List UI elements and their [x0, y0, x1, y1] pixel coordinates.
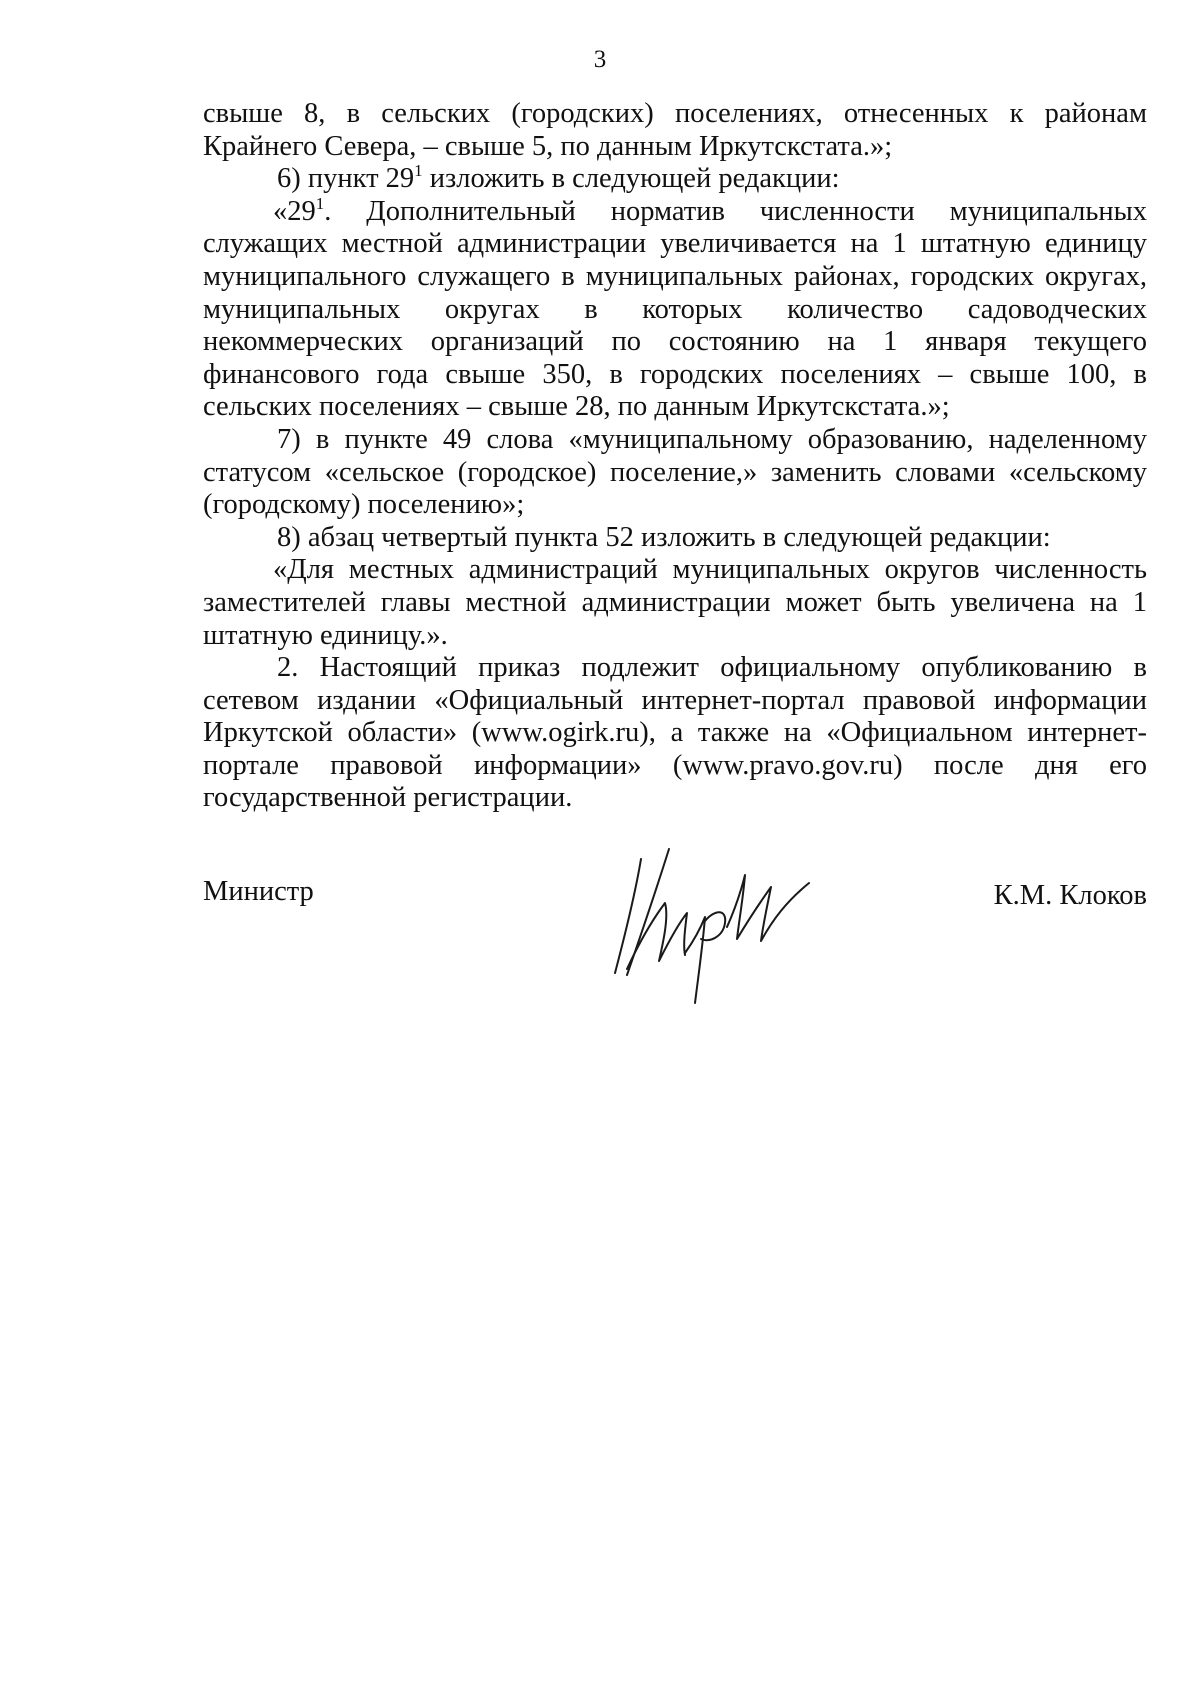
quote-29-1-superscript: 1 [315, 193, 325, 213]
signer-name: К.М. Клоков [993, 880, 1147, 911]
document-body [203, 98, 1147, 815]
quote-29-1-start: «29 [273, 195, 316, 227]
quote-29-1-text: . Дополнительный норматив численности муниципальных служащих местной администрации увеличивается на 1 штатную единицу муниципального служащего в муниципальных районах, городских округах, муниципальных округах в которых количество садоводческих некоммерческих организаций по состоянию на 1 января текущего финансового года свыше 350, в городских поселениях – свыше 100, в сельских поселениях – свыше 28, по данным Иркутскстата.»; [203, 195, 1147, 423]
signer-title: Министр [203, 876, 314, 907]
paragraph-item-7: 7) в пункте 49 слова «муниципальному образованию, наделенному статусом «сельское (городское) поселение,» заменить словами «сельскому (городскому) поселению»; [203, 423, 1147, 521]
signature-block [203, 875, 1147, 1015]
item-6-superscript: 1 [414, 161, 423, 181]
item-6-text-start: 6) пункт 29 [277, 163, 415, 195]
paragraph-quote-52: «Для местных администраций муниципальных округов численность заместителей главы местной администрации может быть увеличена на 1 штатную единицу.». [203, 554, 1147, 651]
paragraph-item-6 [203, 163, 1147, 196]
paragraph-section-2: 2. Настоящий приказ подлежит официальному опубликованию в сетевом издании «Официальный интернет-портал правовой информации Иркутской области» (www.ogirk.ru), а также на «Официальном интернет-портале правовой информации» (www.pravo.gov.ru) после дня его государственной регистрации. [203, 652, 1147, 814]
paragraph-continuation: свыше 8, в сельских (городских) поселениях, отнесенных к районам Крайнего Севера, – свыше 5, по данным Иркутскстата.»; [203, 98, 1147, 162]
handwritten-signature [573, 847, 813, 1007]
paragraph-item-8: 8) абзац четвертый пункта 52 изложить в следующей редакции: [277, 521, 1051, 553]
page-number: 3 [593, 46, 607, 73]
item-6-text-end: изложить в следующей редакции: [422, 163, 840, 195]
paragraph-quote-29-1 [203, 193, 1147, 424]
